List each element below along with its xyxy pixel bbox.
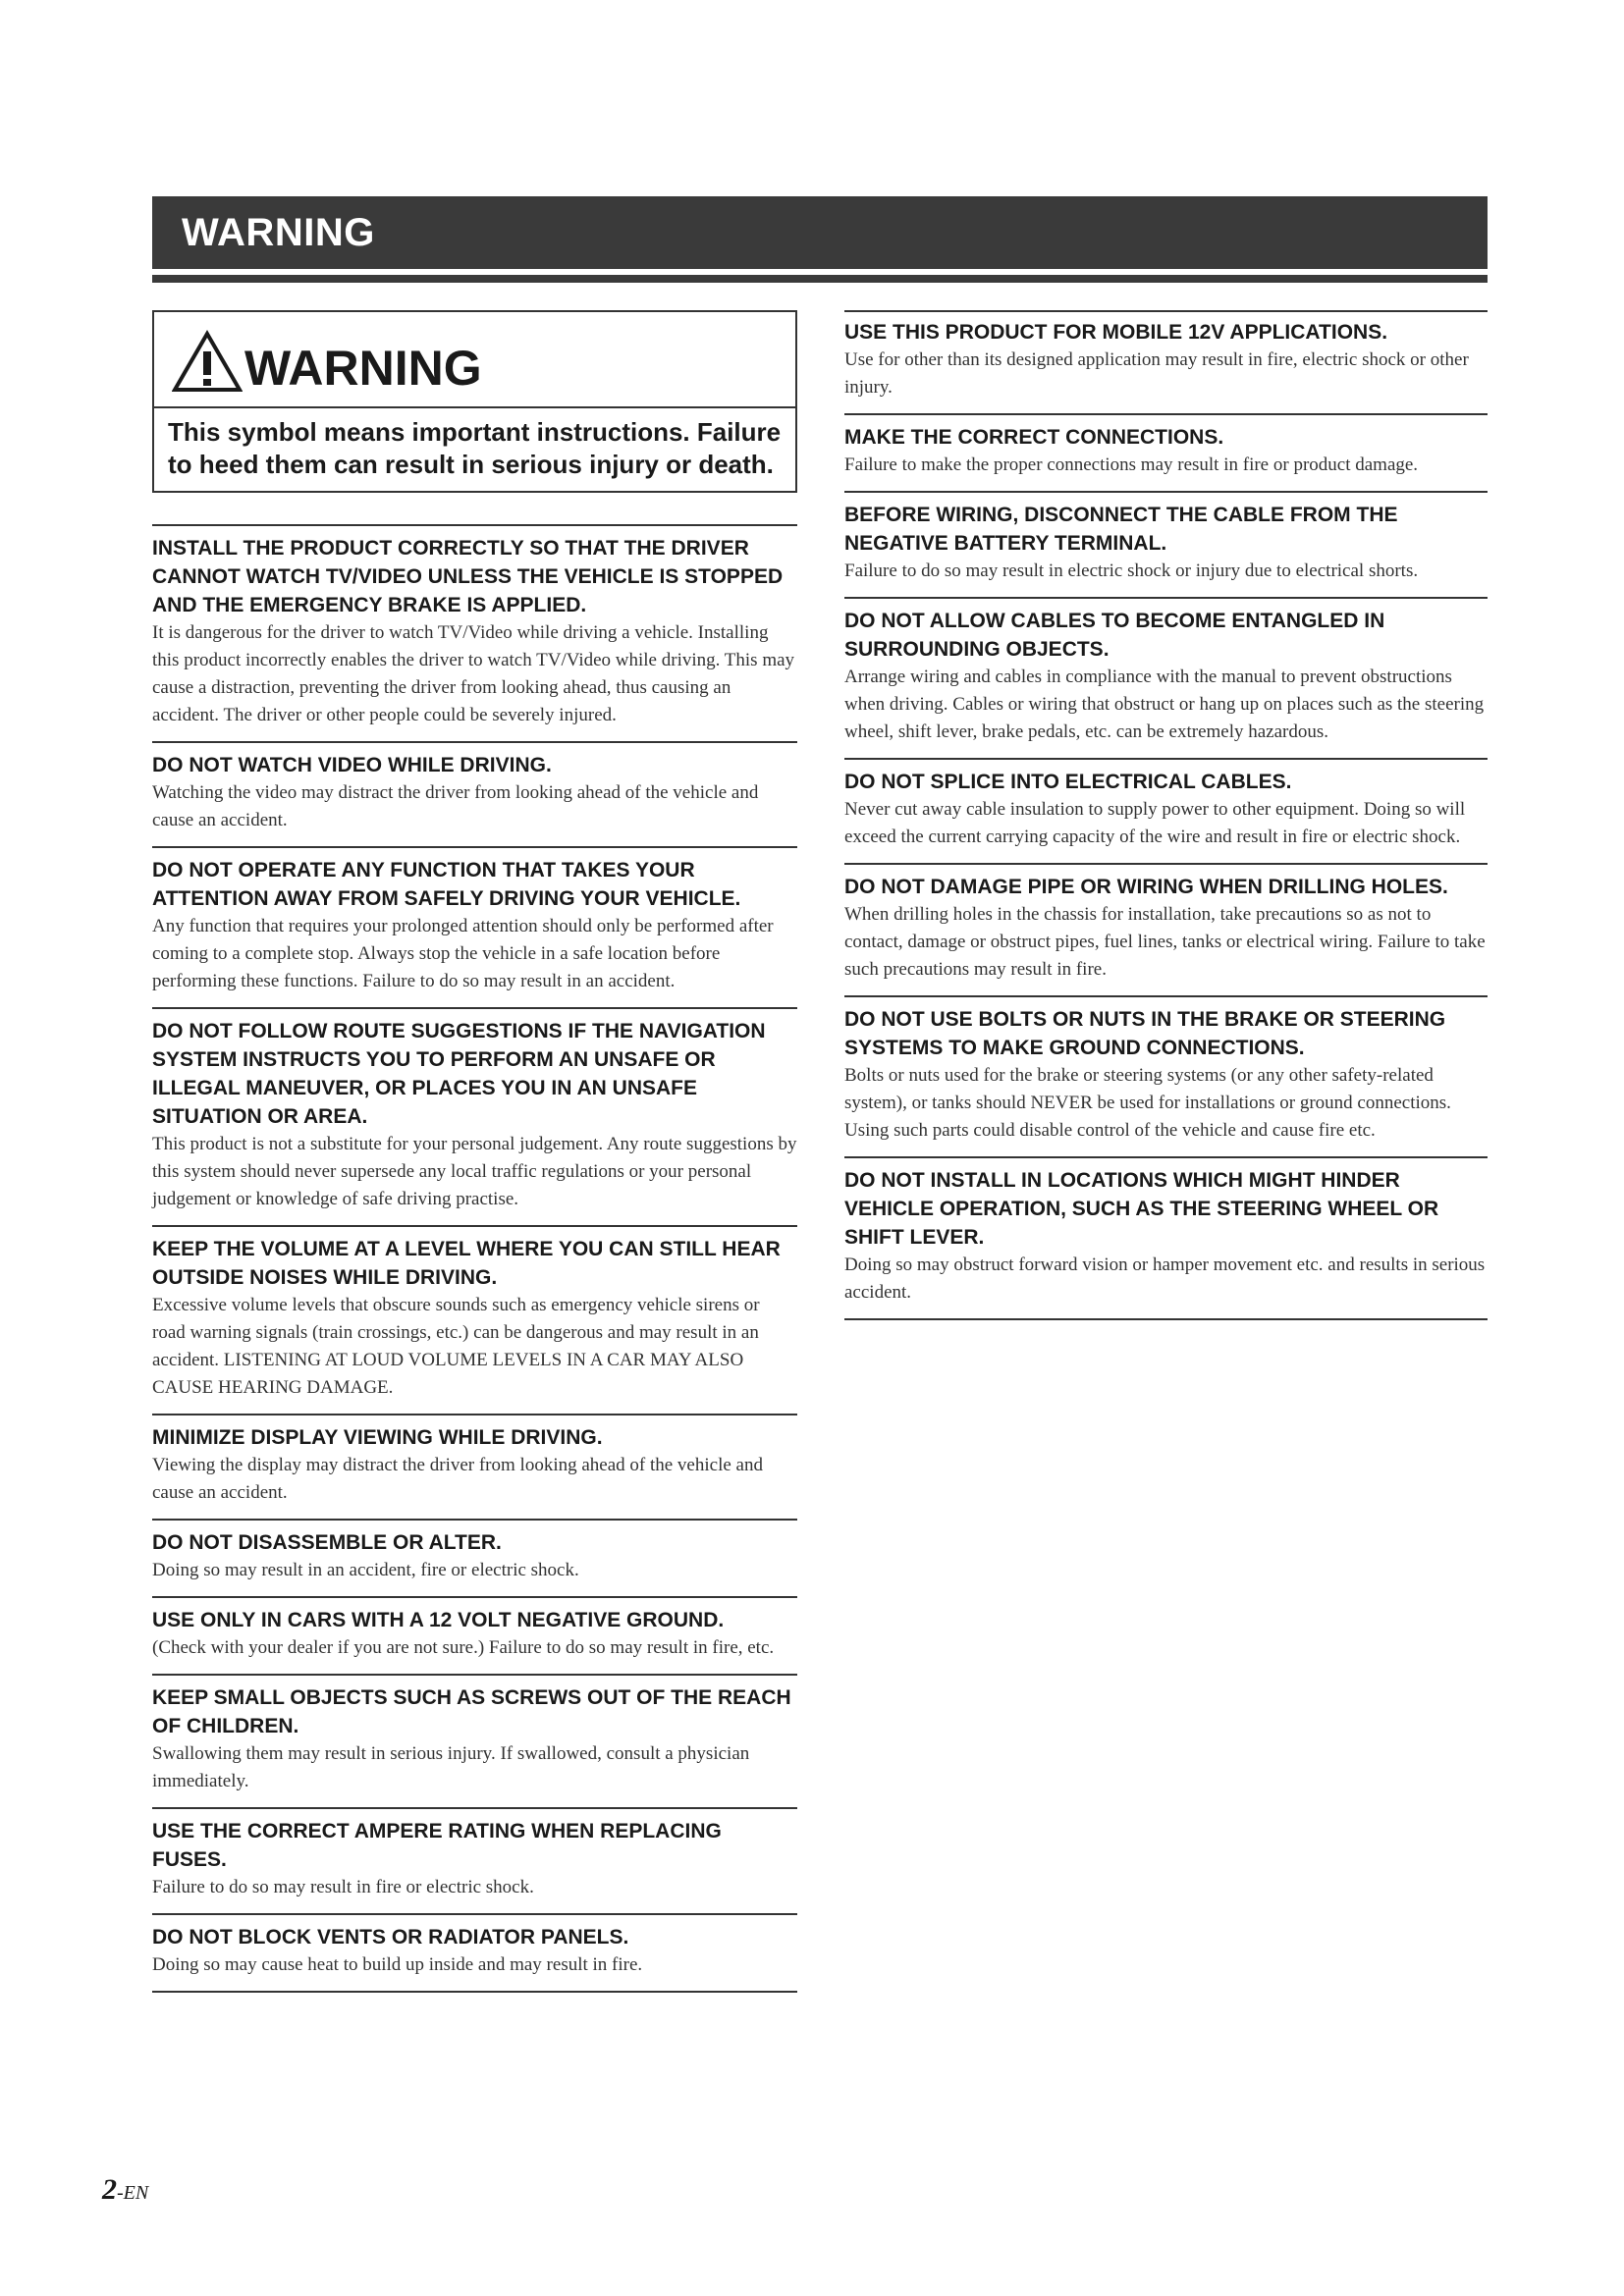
warning-item-body: Arrange wiring and cables in compliance with the manual to prevent obstructions when driving. Cables or wiring that obstruct or hang up on places such as the steering wheel, shift lever, brake pedals, etc. can be extremely hazardous. (844, 667, 1485, 742)
warning-item-body: Never cut away cable insulation to supply power to other equipment. Doing so will exceed the current carrying capacity of the wire and result in fire or electric shock. (844, 799, 1466, 847)
warning-item-heading: DO NOT WATCH VIDEO WHILE DRIVING. (152, 754, 552, 776)
section-title: WARNING (182, 210, 375, 254)
warning-item-heading: USE THE CORRECT AMPERE RATING WHEN REPLACING FUSES. (152, 1820, 722, 1871)
warning-box-title: WARNING (244, 341, 482, 396)
warning-item (152, 846, 797, 1007)
warning-item-body: Excessive volume levels that obscure sounds such as emergency vehicle sirens or road warning signals (train crossings, etc.) can be dangerous and may result in an accident. LISTENING AT LOUD VOLUME LEVELS IN A CAR MAY ALSO CAUSE HEARING DAMAGE. (152, 1295, 760, 1398)
warning-item-body: Failure to make the proper connections may result in fire or product damage. (844, 454, 1419, 475)
page-number-suffix: -EN (117, 2182, 149, 2204)
page-number-value: 2 (102, 2173, 117, 2206)
page-number (102, 2173, 148, 2207)
warning-item-body: When drilling holes in the chassis for installation, take precautions so as not to contact, damage or obstruct pipes, fuel lines, tanks or electrical wiring. Failure to take such precautions may result in fire. (844, 904, 1486, 980)
right-warning-list (844, 310, 1488, 1320)
warning-item-heading: KEEP THE VOLUME AT A LEVEL WHERE YOU CAN STILL HEAR OUTSIDE NOISES WHILE DRIVING. (152, 1238, 781, 1289)
warning-item (152, 1225, 797, 1414)
warning-item-body: Use for other than its designed application may result in fire, electric shock or other injury. (844, 349, 1469, 398)
warning-triangle-icon (172, 330, 243, 393)
header-rule (152, 275, 1488, 283)
warning-item-body: Viewing the display may distract the driver from looking ahead of the vehicle and cause an accident. (152, 1455, 763, 1503)
warning-item (844, 758, 1488, 863)
warning-item-body: Any function that requires your prolonged attention should only be performed after coming to a complete stop. Always stop the vehicle in a safe location before performing these functions. Failure to do so may result in an accident. (152, 916, 774, 991)
warning-item (152, 1007, 797, 1225)
right-column (844, 310, 1488, 1320)
warning-item (844, 995, 1488, 1156)
warning-item-body: This product is not a substitute for your personal judgement. Any route suggestions by this system should never supersede any local traffic regulations or your personal judgement or knowledge of safe driving practise. (152, 1134, 797, 1209)
warning-item-body: It is dangerous for the driver to watch TV/Video while driving a vehicle. Installing this product incorrectly enables the driver to watch TV/Video while driving. This may cause a distraction, preventing the driver from looking ahead, thus causing an accident. The driver or other people could be severely injured. (152, 622, 795, 725)
warning-item-body: Doing so may result in an accident, fire or electric shock. (152, 1560, 579, 1580)
warning-item-heading: DO NOT INSTALL IN LOCATIONS WHICH MIGHT HINDER VEHICLE OPERATION, SUCH AS THE STEERING WHEEL OR SHIFT LEVER. (844, 1169, 1439, 1249)
warning-item-heading: DO NOT ALLOW CABLES TO BECOME ENTANGLED IN SURROUNDING OBJECTS. (844, 610, 1385, 661)
left-column (152, 310, 797, 1993)
warning-item-body: Watching the video may distract the driver from looking ahead of the vehicle and cause an accident. (152, 782, 759, 830)
warning-item (844, 1156, 1488, 1320)
warning-item-heading: MINIMIZE DISPLAY VIEWING WHILE DRIVING. (152, 1426, 603, 1449)
warning-item-body: Failure to do so may result in fire or electric shock. (152, 1877, 534, 1897)
warning-box-description: This symbol means important instructions. Failure to heed them can result in serious injury or death. (168, 417, 782, 479)
warning-item-heading: DO NOT DAMAGE PIPE OR WIRING WHEN DRILLING HOLES. (844, 876, 1448, 898)
warning-item (152, 524, 797, 741)
warning-item (844, 863, 1488, 995)
warning-box-header (154, 312, 795, 408)
warning-item-body: Failure to do so may result in electric shock or injury due to electrical shorts. (844, 561, 1419, 581)
warning-item-heading: KEEP SMALL OBJECTS SUCH AS SCREWS OUT OF THE REACH OF CHILDREN. (152, 1686, 791, 1737)
warning-item-heading: USE THIS PRODUCT FOR MOBILE 12V APPLICATIONS. (844, 321, 1388, 344)
warning-symbol-box (152, 310, 797, 493)
warning-item (152, 1674, 797, 1807)
section-header (152, 196, 1488, 269)
warning-item-heading: DO NOT BLOCK VENTS OR RADIATOR PANELS. (152, 1926, 629, 1949)
warning-item (844, 491, 1488, 597)
left-warning-list (152, 524, 797, 1993)
warning-item-heading: DO NOT USE BOLTS OR NUTS IN THE BRAKE OR STEERING SYSTEMS TO MAKE GROUND CONNECTIONS. (844, 1008, 1446, 1059)
warning-item-body: Swallowing them may result in serious injury. If swallowed, consult a physician immediately. (152, 1743, 750, 1791)
warning-item (844, 413, 1488, 491)
warning-item-body: Doing so may obstruct forward vision or hamper movement etc. and results in serious accident. (844, 1255, 1486, 1303)
warning-item-heading: BEFORE WIRING, DISCONNECT THE CABLE FROM THE NEGATIVE BATTERY TERMINAL. (844, 504, 1398, 555)
warning-item-heading: INSTALL THE PRODUCT CORRECTLY SO THAT THE DRIVER CANNOT WATCH TV/VIDEO UNLESS THE VEHICLE IS STOPPED AND THE EMERGENCY BRAKE IS APPLIED. (152, 537, 784, 616)
warning-item-heading: MAKE THE CORRECT CONNECTIONS. (844, 426, 1224, 449)
warning-item (844, 597, 1488, 758)
warning-item-heading: DO NOT FOLLOW ROUTE SUGGESTIONS IF THE NAVIGATION SYSTEM INSTRUCTS YOU TO PERFORM AN UNSAFE OR ILLEGAL MANEUVER, OR PLACES YOU IN AN UNSAFE SITUATION OR AREA. (152, 1020, 766, 1128)
warning-item (844, 310, 1488, 413)
warning-item (152, 1913, 797, 1993)
warning-item-body: (Check with your dealer if you are not sure.) Failure to do so may result in fire, etc. (152, 1637, 775, 1658)
warning-item (152, 1596, 797, 1674)
warning-item (152, 741, 797, 846)
warning-item-heading: DO NOT DISASSEMBLE OR ALTER. (152, 1531, 502, 1554)
warning-item (152, 1519, 797, 1596)
warning-item-heading: USE ONLY IN CARS WITH A 12 VOLT NEGATIVE GROUND. (152, 1609, 725, 1631)
warning-item (152, 1414, 797, 1519)
warning-item-body: Bolts or nuts used for the brake or steering systems (or any other safety-related system), or tanks should NEVER be used for installations or ground connections. Using such parts could disable control of the vehicle and cause fire etc. (844, 1065, 1451, 1141)
warning-item-heading: DO NOT SPLICE INTO ELECTRICAL CABLES. (844, 771, 1292, 793)
warning-item (152, 1807, 797, 1913)
warning-item-body: Doing so may cause heat to build up inside and may result in fire. (152, 1954, 643, 1975)
warning-item-heading: DO NOT OPERATE ANY FUNCTION THAT TAKES YOUR ATTENTION AWAY FROM SAFELY DRIVING YOUR VEHICLE. (152, 859, 741, 910)
